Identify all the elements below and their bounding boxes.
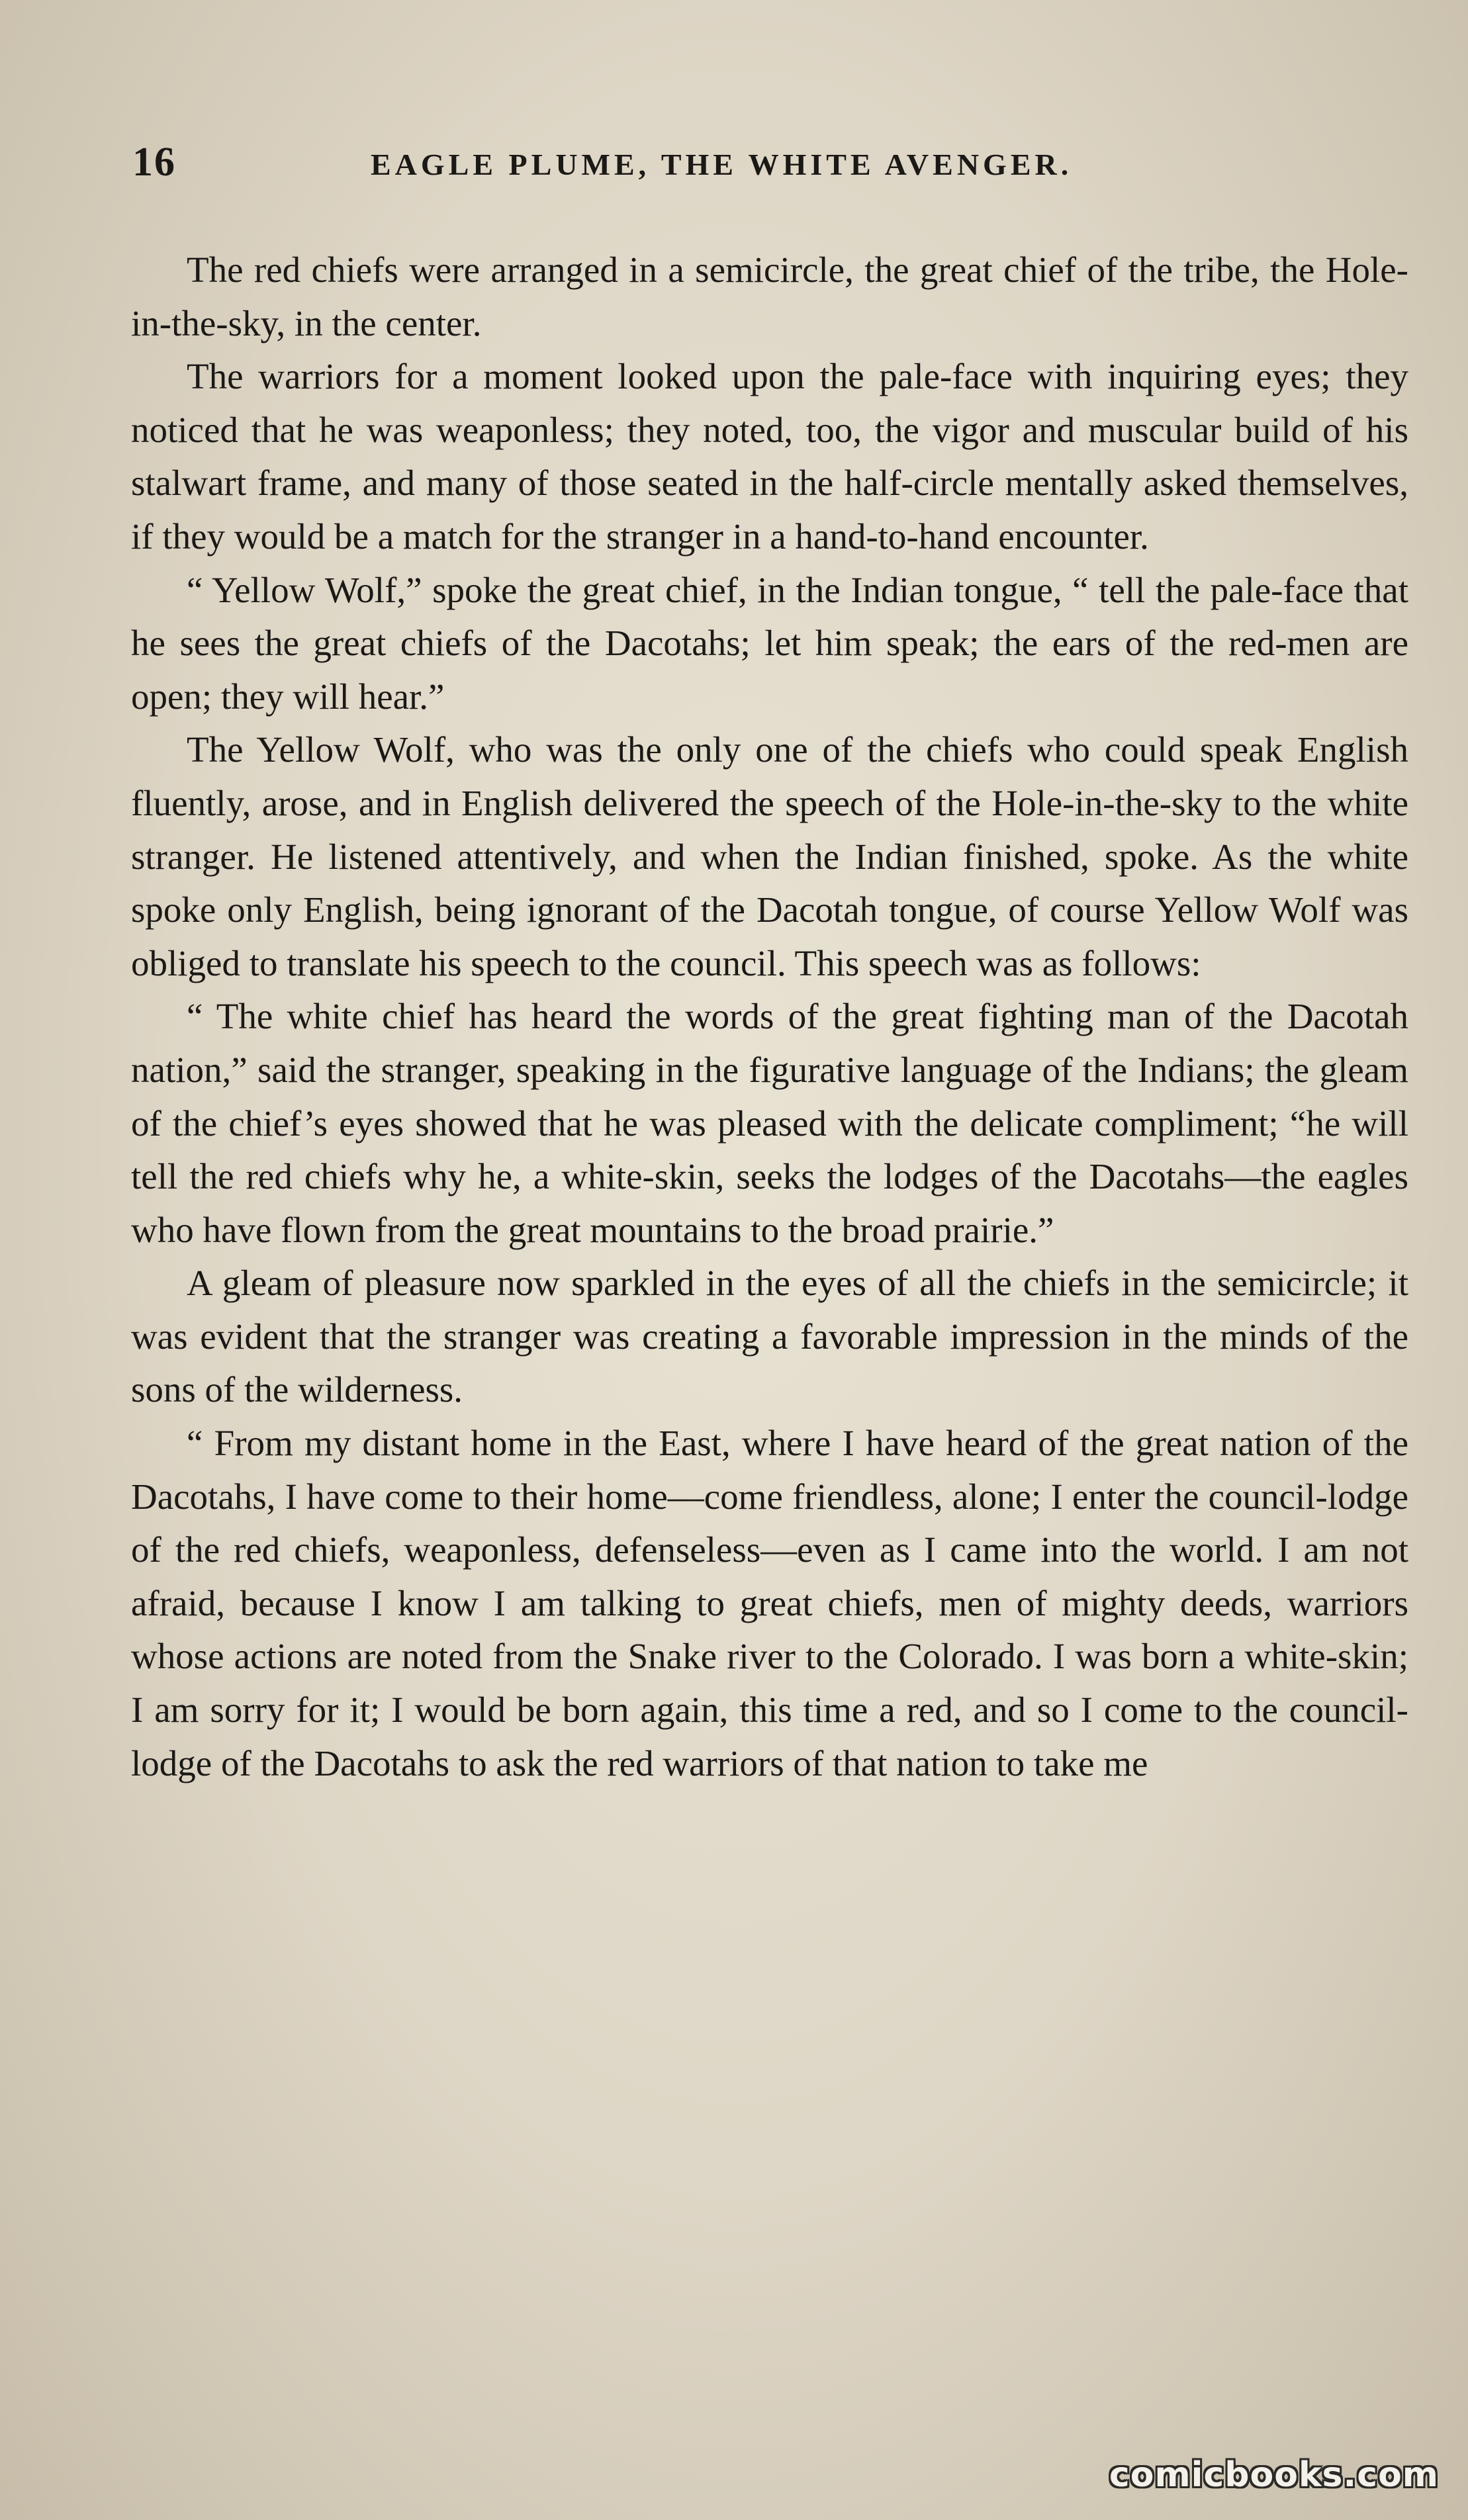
paragraph: The warriors for a moment looked upon the pale-face with inquiring eyes; they noticed that he was weaponless; they noted, too, the vigor and muscular build of his stalwart frame, and many of those seated in the half-circle mentally asked themselves, if they would be a match for the stranger in a hand-to-hand encounter. — [131, 356, 1408, 557]
paragraph: The Yellow Wolf, who was the only one of the chiefs who could speak English fluently, arose, and in English delivered the speech of the Hole-in-the-sky to the white stranger. He listened attentively, and when the Indian finished, spoke. As the white spoke only English, being ignorant of the Dacotah tongue, of course Yellow Wolf was obliged to translate his speech to the council. This speech was as follows: — [131, 729, 1408, 983]
body-text — [131, 244, 1408, 1790]
paragraph: “ The white chief has heard the words of the great fighting man of the Dacotah nation,” said the stranger, speaking in the figurative language of the Indians; the gleam of the chief’s eyes showed that he was pleased with the delicate compliment; “he will tell the red chiefs why he, a white-skin, seeks the lodges of the Dacotahs—the eagles who have flown from the great mountains to the broad prairie.” — [131, 996, 1408, 1250]
paragraph: “ From my distant home in the East, where I have heard of the great nation of the Dacotahs, I have come to their home—come friendless, alone; I enter the council-lodge of the red chiefs, weaponless, defenseless—even as I came into the world. I am not afraid, because I know I am talking to great chiefs, men of mighty deeds, warriors whose actions are noted from the Snake river to the Colorado. I was born a white-skin; I am sorry for it; I would be born again, this time a red, and so I come to the council-lodge of the Dacotahs to ask the red warriors of that nation to take me — [131, 1423, 1408, 1783]
paragraph: The red chiefs were arranged in a semicircle, the great chief of the tribe, the Hole-in-the-sky, in the center. — [131, 249, 1408, 343]
paragraph: “ Yellow Wolf,” spoke the great chief, in the Indian tongue, “ tell the pale-face that he sees the great chiefs of the Dacotahs; let him speak; the ears of the red-men are open; they will hear.” — [131, 569, 1408, 717]
page-header — [132, 139, 1403, 199]
running-title: EAGLE PLUME, THE WHITE AVENGER. — [371, 148, 1073, 181]
watermark: comicbooks.com — [1109, 2455, 1439, 2495]
paragraph: A gleam of pleasure now sparkled in the eyes of all the chiefs in the semicircle; it was evident that the stranger was creating a favorable impression in the minds of the sons of the wilderness. — [131, 1263, 1408, 1410]
page-number: 16 — [132, 140, 176, 185]
